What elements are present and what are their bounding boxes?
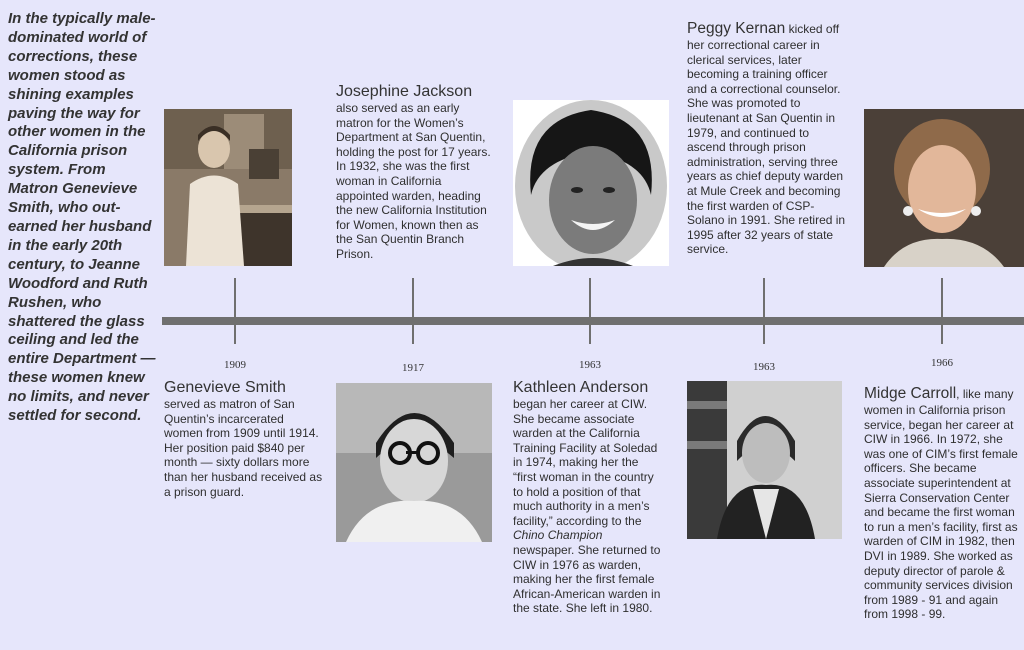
timeline-tick [412,278,414,344]
midge-carroll-photo [864,109,1024,267]
peggy-kernan-photo [687,381,842,539]
bio-midge-carroll [864,385,1022,622]
timeline-tick [589,278,591,344]
person-name: Midge Carroll [864,385,957,402]
year-label: 1963 [579,359,601,371]
year-label: 1909 [224,359,246,371]
person-name: Josephine Jackson [336,83,473,100]
intro-text: In the typically male-dominated world of corrections, these women stood as shining examples paving the way for other women in the California prison system. From Matron Genevieve Smith, who out-earned her husband in the early 20th century, to Jeanne Woodford and Ruth Rushen, who shattered the glass ceiling and led the entire Department — these women knew no limits, and never settled for second. [8,10,156,425]
timeline-tick [941,278,943,344]
person-name: Peggy Kernan [687,20,786,37]
bio-text: , like many women in California prison service, began her career at CIW in 1966. In 1972, she was one of CIM’s first female officers. She became associate superintendent at Sierra Conservation Center and became the first woman to run a men’s facility, first as warden of CIM in 1982, then DVI in 1989. She worked as deputy director of parole & community services division from 1989 - 91 and again from 1998 - 99. [864,387,1018,622]
bio-text: served as matron of San Quentin’s incarcerated women from 1909 until 1914. Her position paid $840 per month — sixty dollars more than her husband received as a prison guard. [164,397,323,499]
year-label: 1963 [753,361,775,373]
newspaper-name: Chino Champion [513,528,603,543]
year-label: 1966 [931,357,953,369]
kathleen-anderson-photo [513,100,669,266]
bio-text: kicked off her correctional career in clerical services, later becoming a training officer and a correctional counselor. She was promoted to lieutenant at San Quentin in 1979, and continued to ascend through prison administration, serving three years as chief deputy warden at Mule Creek and becoming the first warden of CSP-Solano in 1991. She retired in 1995 after 32 years of state service. [687,22,846,257]
timeline-tick [234,278,236,344]
person-name: Genevieve Smith [164,379,286,396]
timeline-tick [763,278,765,344]
genevieve-smith-photo [164,109,292,266]
timeline-bar [162,317,1024,325]
person-name: Kathleen Anderson [513,379,649,396]
bio-josephine-jackson [336,83,496,262]
bio-peggy-kernan [687,20,847,257]
bio-genevieve-smith [164,379,324,499]
bio-text: began her career at CIW. She became associate warden at the California Training Facility at Soledad in 1974, making her the “first woman in the country to hold a position of that much authority in a men’s facility,” according to the Chino Champion newspaper. She returned to CIW in 1976 as warden, making her the first female African-American warden in the state. She left in 1980. [513,397,661,616]
year-label: 1917 [402,362,424,374]
josephine-jackson-photo [336,383,492,542]
bio-kathleen-anderson [513,379,663,616]
bio-text: also served as an early matron for the Women’s Department at San Quentin, holding the post for 17 years. In 1932, she was the first woman in California appointed warden, heading the new California Institution for Women, known then as the San Quentin Branch Prison. [336,101,491,261]
